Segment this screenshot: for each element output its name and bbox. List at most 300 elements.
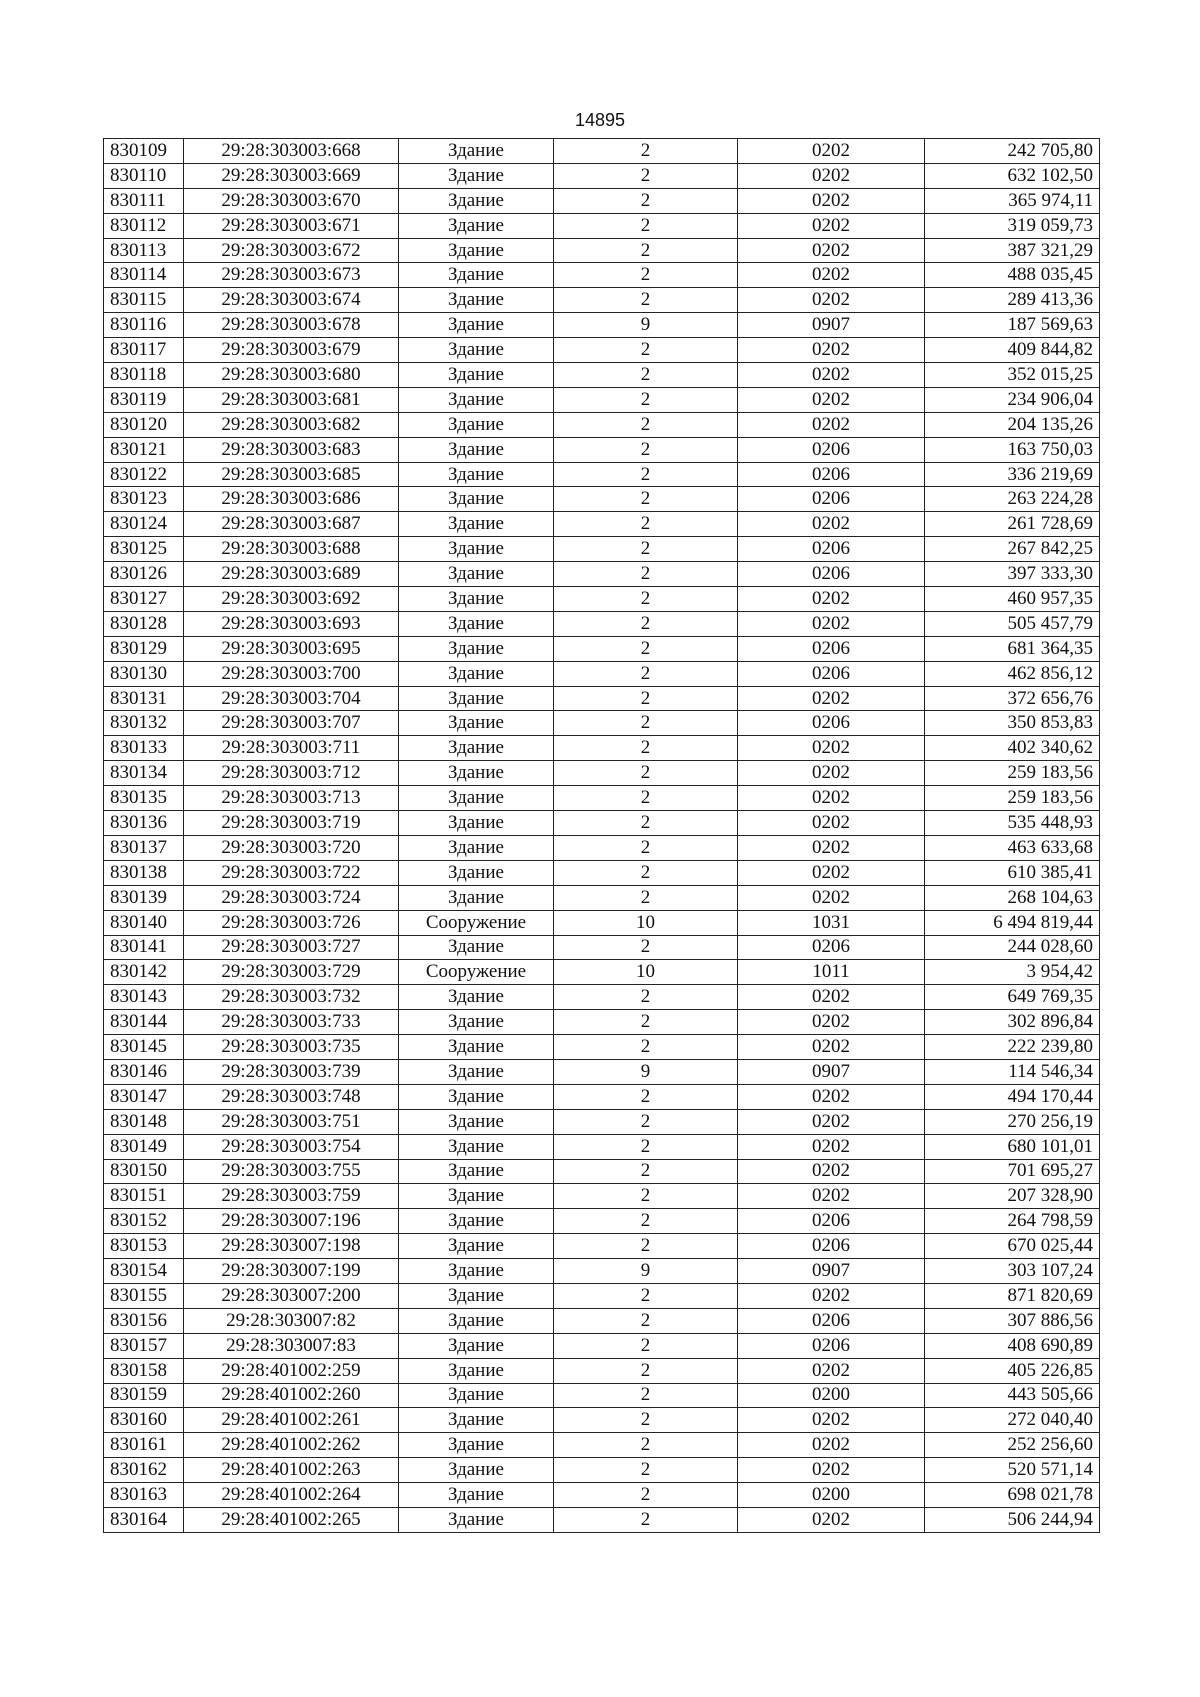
table-row: [104, 1234, 1100, 1259]
object-type-cell: Здание: [399, 1358, 554, 1383]
table-row: [104, 1408, 1100, 1433]
row-number-cell: 830151: [104, 1184, 184, 1209]
table-row: [104, 1283, 1100, 1308]
table-row: [104, 1433, 1100, 1458]
code-cell: 0907: [738, 1259, 925, 1284]
cadastral-number-cell: 29:28:303003:695: [184, 636, 399, 661]
row-number-cell: 830124: [104, 512, 184, 537]
object-type-cell: Здание: [399, 188, 554, 213]
code-cell: 0202: [738, 860, 925, 885]
group-cell: 2: [554, 238, 738, 263]
table-row: [104, 636, 1100, 661]
row-number-cell: 830111: [104, 188, 184, 213]
cadastral-number-cell: 29:28:303003:679: [184, 338, 399, 363]
cadastral-number-cell: 29:28:303003:733: [184, 1010, 399, 1035]
group-cell: 2: [554, 835, 738, 860]
row-number-cell: 830135: [104, 786, 184, 811]
row-number-cell: 830122: [104, 462, 184, 487]
object-type-cell: Здание: [399, 562, 554, 587]
cadastral-number-cell: 29:28:401002:264: [184, 1483, 399, 1508]
cadastral-number-cell: 29:28:303003:671: [184, 213, 399, 238]
row-number-cell: 830130: [104, 661, 184, 686]
cadastral-value-cell: 3 954,42: [925, 960, 1100, 985]
cadastral-number-cell: 29:28:303003:674: [184, 288, 399, 313]
cadastral-value-cell: 462 856,12: [925, 661, 1100, 686]
group-cell: 2: [554, 537, 738, 562]
cadastral-value-cell: 268 104,63: [925, 885, 1100, 910]
cadastral-number-cell: 29:28:303003:689: [184, 562, 399, 587]
object-type-cell: Здание: [399, 1333, 554, 1358]
group-cell: 2: [554, 1134, 738, 1159]
code-cell: 0202: [738, 686, 925, 711]
object-type-cell: Здание: [399, 1184, 554, 1209]
code-cell: 0206: [738, 462, 925, 487]
object-type-cell: Здание: [399, 686, 554, 711]
cadastral-number-cell: 29:28:303003:724: [184, 885, 399, 910]
group-cell: 2: [554, 761, 738, 786]
object-type-cell: Здание: [399, 1308, 554, 1333]
cadastral-value-cell: 204 135,26: [925, 412, 1100, 437]
object-type-cell: Здание: [399, 1259, 554, 1284]
cadastral-value-cell: 505 457,79: [925, 611, 1100, 636]
code-cell: 0206: [738, 1234, 925, 1259]
table-row: [104, 437, 1100, 462]
cadastral-value-cell: 681 364,35: [925, 636, 1100, 661]
object-type-cell: Здание: [399, 238, 554, 263]
cadastral-number-cell: 29:28:303003:726: [184, 910, 399, 935]
cadastral-number-cell: 29:28:303003:687: [184, 512, 399, 537]
table-row: [104, 1010, 1100, 1035]
table-row: [104, 512, 1100, 537]
code-cell: 0202: [738, 1134, 925, 1159]
code-cell: 1031: [738, 910, 925, 935]
table-row: [104, 885, 1100, 910]
object-type-cell: Здание: [399, 811, 554, 836]
code-cell: 0907: [738, 1059, 925, 1084]
row-number-cell: 830128: [104, 611, 184, 636]
cadastral-number-cell: 29:28:303003:707: [184, 711, 399, 736]
code-cell: 0206: [738, 562, 925, 587]
object-type-cell: Сооружение: [399, 910, 554, 935]
cadastral-value-cell: 494 170,44: [925, 1084, 1100, 1109]
group-cell: 2: [554, 462, 738, 487]
cadastral-value-cell: 263 224,28: [925, 487, 1100, 512]
table-row: [104, 188, 1100, 213]
group-cell: 2: [554, 860, 738, 885]
cadastral-number-cell: 29:28:401002:259: [184, 1358, 399, 1383]
row-number-cell: 830146: [104, 1059, 184, 1084]
group-cell: 2: [554, 786, 738, 811]
group-cell: 2: [554, 512, 738, 537]
object-type-cell: Здание: [399, 1134, 554, 1159]
cadastral-value-cell: 261 728,69: [925, 512, 1100, 537]
object-type-cell: Здание: [399, 1035, 554, 1060]
table-row: [104, 860, 1100, 885]
cadastral-value-cell: 289 413,36: [925, 288, 1100, 313]
table-row: [104, 1134, 1100, 1159]
cadastral-number-cell: 29:28:303003:711: [184, 736, 399, 761]
group-cell: 9: [554, 1259, 738, 1284]
row-number-cell: 830117: [104, 338, 184, 363]
table-row: [104, 985, 1100, 1010]
table-row: [104, 1259, 1100, 1284]
row-number-cell: 830156: [104, 1308, 184, 1333]
table-row: [104, 786, 1100, 811]
table-row: [104, 313, 1100, 338]
row-number-cell: 830136: [104, 811, 184, 836]
group-cell: 2: [554, 1283, 738, 1308]
group-cell: 2: [554, 1358, 738, 1383]
cadastral-number-cell: 29:28:401002:263: [184, 1458, 399, 1483]
cadastral-number-cell: 29:28:303007:200: [184, 1283, 399, 1308]
table-body: [104, 139, 1100, 1533]
cadastral-number-cell: 29:28:303007:198: [184, 1234, 399, 1259]
table-row: [104, 1383, 1100, 1408]
code-cell: 0202: [738, 885, 925, 910]
cadastral-value-cell: 259 183,56: [925, 786, 1100, 811]
cadastral-number-cell: 29:28:303003:712: [184, 761, 399, 786]
object-type-cell: Здание: [399, 985, 554, 1010]
cadastral-number-cell: 29:28:303007:83: [184, 1333, 399, 1358]
row-number-cell: 830110: [104, 163, 184, 188]
object-type-cell: Здание: [399, 387, 554, 412]
table-row: [104, 387, 1100, 412]
code-cell: 0202: [738, 587, 925, 612]
cadastral-number-cell: 29:28:303003:680: [184, 363, 399, 388]
cadastral-value-cell: 649 769,35: [925, 985, 1100, 1010]
row-number-cell: 830113: [104, 238, 184, 263]
cadastral-value-cell: 460 957,35: [925, 587, 1100, 612]
table-row: [104, 1308, 1100, 1333]
cadastral-value-cell: 405 226,85: [925, 1358, 1100, 1383]
code-cell: 1011: [738, 960, 925, 985]
code-cell: 0202: [738, 786, 925, 811]
cadastral-number-cell: 29:28:303003:686: [184, 487, 399, 512]
object-type-cell: Здание: [399, 1383, 554, 1408]
code-cell: 0202: [738, 811, 925, 836]
table-row: [104, 1483, 1100, 1508]
table-row: [104, 1507, 1100, 1532]
code-cell: 0202: [738, 1109, 925, 1134]
code-cell: 0206: [738, 711, 925, 736]
row-number-cell: 830114: [104, 263, 184, 288]
code-cell: 0202: [738, 263, 925, 288]
row-number-cell: 830149: [104, 1134, 184, 1159]
cadastral-number-cell: 29:28:303007:82: [184, 1308, 399, 1333]
object-type-cell: Здание: [399, 661, 554, 686]
cadastral-number-cell: 29:28:303003:700: [184, 661, 399, 686]
table-row: [104, 1084, 1100, 1109]
row-number-cell: 830147: [104, 1084, 184, 1109]
group-cell: 2: [554, 1483, 738, 1508]
object-type-cell: Здание: [399, 412, 554, 437]
cadastral-value-cell: 319 059,73: [925, 213, 1100, 238]
code-cell: 0202: [738, 1010, 925, 1035]
object-type-cell: Здание: [399, 786, 554, 811]
row-number-cell: 830160: [104, 1408, 184, 1433]
group-cell: 2: [554, 562, 738, 587]
cadastral-number-cell: 29:28:303003:672: [184, 238, 399, 263]
table-row: [104, 835, 1100, 860]
table-row: [104, 213, 1100, 238]
group-cell: 2: [554, 1458, 738, 1483]
table-row: [104, 462, 1100, 487]
cadastral-value-cell: 6 494 819,44: [925, 910, 1100, 935]
cadastral-number-cell: 29:28:303003:678: [184, 313, 399, 338]
cadastral-number-cell: 29:28:303007:199: [184, 1259, 399, 1284]
row-number-cell: 830152: [104, 1209, 184, 1234]
code-cell: 0202: [738, 1458, 925, 1483]
group-cell: 2: [554, 711, 738, 736]
group-cell: 2: [554, 1333, 738, 1358]
row-number-cell: 830127: [104, 587, 184, 612]
row-number-cell: 830148: [104, 1109, 184, 1134]
group-cell: 2: [554, 188, 738, 213]
cadastral-value-cell: 259 183,56: [925, 761, 1100, 786]
page-number: 14895: [574, 110, 626, 130]
row-number-cell: 830116: [104, 313, 184, 338]
group-cell: 2: [554, 636, 738, 661]
cadastral-value-cell: 488 035,45: [925, 263, 1100, 288]
table-row: [104, 263, 1100, 288]
row-number-cell: 830119: [104, 387, 184, 412]
row-number-cell: 830133: [104, 736, 184, 761]
table-row: [104, 139, 1100, 164]
row-number-cell: 830118: [104, 363, 184, 388]
cadastral-number-cell: 29:28:303003:670: [184, 188, 399, 213]
code-cell: 0202: [738, 139, 925, 164]
cadastral-value-cell: 670 025,44: [925, 1234, 1100, 1259]
row-number-cell: 830145: [104, 1035, 184, 1060]
row-number-cell: 830115: [104, 288, 184, 313]
group-cell: 2: [554, 1507, 738, 1532]
object-type-cell: Здание: [399, 1209, 554, 1234]
group-cell: 2: [554, 1209, 738, 1234]
cadastral-number-cell: 29:28:303003:719: [184, 811, 399, 836]
object-type-cell: Здание: [399, 512, 554, 537]
cadastral-value-cell: 272 040,40: [925, 1408, 1100, 1433]
table-row: [104, 761, 1100, 786]
group-cell: 2: [554, 1159, 738, 1184]
cadastral-value-cell: 463 633,68: [925, 835, 1100, 860]
row-number-cell: 830164: [104, 1507, 184, 1532]
code-cell: 0202: [738, 238, 925, 263]
row-number-cell: 830155: [104, 1283, 184, 1308]
object-type-cell: Здание: [399, 1483, 554, 1508]
cadastral-value-cell: 372 656,76: [925, 686, 1100, 711]
group-cell: 2: [554, 1308, 738, 1333]
group-cell: 2: [554, 1084, 738, 1109]
object-type-cell: Здание: [399, 1458, 554, 1483]
cadastral-number-cell: 29:28:303003:732: [184, 985, 399, 1010]
cadastral-value-cell: 244 028,60: [925, 935, 1100, 960]
cadastral-value-cell: 242 705,80: [925, 139, 1100, 164]
object-type-cell: Здание: [399, 1084, 554, 1109]
table-row: [104, 736, 1100, 761]
object-type-cell: Здание: [399, 1159, 554, 1184]
cadastral-number-cell: 29:28:303003:688: [184, 537, 399, 562]
row-number-cell: 830139: [104, 885, 184, 910]
group-cell: 2: [554, 437, 738, 462]
cadastral-number-cell: 29:28:303003:668: [184, 139, 399, 164]
group-cell: 2: [554, 1109, 738, 1134]
table-row: [104, 288, 1100, 313]
cadastral-number-cell: 29:28:303003:720: [184, 835, 399, 860]
group-cell: 2: [554, 1010, 738, 1035]
code-cell: 0202: [738, 163, 925, 188]
group-cell: 2: [554, 1184, 738, 1209]
group-cell: 9: [554, 1059, 738, 1084]
object-type-cell: Здание: [399, 885, 554, 910]
code-cell: 0202: [738, 611, 925, 636]
code-cell: 0206: [738, 935, 925, 960]
group-cell: 2: [554, 1408, 738, 1433]
row-number-cell: 830161: [104, 1433, 184, 1458]
table-row: [104, 686, 1100, 711]
group-cell: 2: [554, 213, 738, 238]
cadastral-value-table: [103, 138, 1100, 1533]
group-cell: 10: [554, 960, 738, 985]
cadastral-number-cell: 29:28:303003:759: [184, 1184, 399, 1209]
cadastral-number-cell: 29:28:303003:669: [184, 163, 399, 188]
cadastral-number-cell: 29:28:303003:704: [184, 686, 399, 711]
cadastral-number-cell: 29:28:401002:261: [184, 1408, 399, 1433]
cadastral-number-cell: 29:28:303007:196: [184, 1209, 399, 1234]
cadastral-value-cell: 408 690,89: [925, 1333, 1100, 1358]
group-cell: 9: [554, 313, 738, 338]
object-type-cell: Здание: [399, 1408, 554, 1433]
cadastral-value-cell: 535 448,93: [925, 811, 1100, 836]
cadastral-value-cell: 397 333,30: [925, 562, 1100, 587]
cadastral-number-cell: 29:28:303003:681: [184, 387, 399, 412]
cadastral-value-cell: 871 820,69: [925, 1283, 1100, 1308]
cadastral-number-cell: 29:28:401002:260: [184, 1383, 399, 1408]
row-number-cell: 830129: [104, 636, 184, 661]
group-cell: 2: [554, 611, 738, 636]
table-row: [104, 338, 1100, 363]
row-number-cell: 830125: [104, 537, 184, 562]
table-row: [104, 238, 1100, 263]
cadastral-value-cell: 234 906,04: [925, 387, 1100, 412]
code-cell: 0206: [738, 636, 925, 661]
table-row: [104, 537, 1100, 562]
code-cell: 0200: [738, 1483, 925, 1508]
object-type-cell: Здание: [399, 835, 554, 860]
group-cell: 2: [554, 811, 738, 836]
cadastral-value-cell: 698 021,78: [925, 1483, 1100, 1508]
object-type-cell: Здание: [399, 487, 554, 512]
cadastral-number-cell: 29:28:303003:692: [184, 587, 399, 612]
code-cell: 0202: [738, 387, 925, 412]
cadastral-value-cell: 252 256,60: [925, 1433, 1100, 1458]
row-number-cell: 830121: [104, 437, 184, 462]
table-row: [104, 910, 1100, 935]
object-type-cell: Здание: [399, 338, 554, 363]
row-number-cell: 830162: [104, 1458, 184, 1483]
cadastral-value-cell: 303 107,24: [925, 1259, 1100, 1284]
object-type-cell: Здание: [399, 761, 554, 786]
group-cell: 2: [554, 661, 738, 686]
row-number-cell: 830141: [104, 935, 184, 960]
object-type-cell: Здание: [399, 860, 554, 885]
row-number-cell: 830123: [104, 487, 184, 512]
row-number-cell: 830163: [104, 1483, 184, 1508]
table-row: [104, 412, 1100, 437]
code-cell: 0202: [738, 736, 925, 761]
code-cell: 0202: [738, 1507, 925, 1532]
cadastral-value-cell: 187 569,63: [925, 313, 1100, 338]
code-cell: 0200: [738, 1383, 925, 1408]
table-row: [104, 562, 1100, 587]
code-cell: 0206: [738, 1308, 925, 1333]
table-row: [104, 1209, 1100, 1234]
table-row: [104, 363, 1100, 388]
code-cell: 0206: [738, 437, 925, 462]
table-row: [104, 1059, 1100, 1084]
cadastral-value-cell: 207 328,90: [925, 1184, 1100, 1209]
cadastral-value-cell: 267 842,25: [925, 537, 1100, 562]
row-number-cell: 830140: [104, 910, 184, 935]
code-cell: 0202: [738, 1408, 925, 1433]
cadastral-number-cell: 29:28:303003:754: [184, 1134, 399, 1159]
row-number-cell: 830112: [104, 213, 184, 238]
code-cell: 0202: [738, 512, 925, 537]
table-row: [104, 1184, 1100, 1209]
object-type-cell: Здание: [399, 313, 554, 338]
object-type-cell: Здание: [399, 213, 554, 238]
row-number-cell: 830153: [104, 1234, 184, 1259]
group-cell: 2: [554, 587, 738, 612]
cadastral-value-cell: 443 505,66: [925, 1383, 1100, 1408]
cadastral-value-cell: 264 798,59: [925, 1209, 1100, 1234]
cadastral-value-cell: 365 974,11: [925, 188, 1100, 213]
cadastral-value-cell: 680 101,01: [925, 1134, 1100, 1159]
group-cell: 2: [554, 412, 738, 437]
group-cell: 2: [554, 139, 738, 164]
table-row: [104, 487, 1100, 512]
object-type-cell: Здание: [399, 935, 554, 960]
code-cell: 0202: [738, 1084, 925, 1109]
object-type-cell: Здание: [399, 1010, 554, 1035]
row-number-cell: 830142: [104, 960, 184, 985]
cadastral-value-cell: 222 239,80: [925, 1035, 1100, 1060]
row-number-cell: 830158: [104, 1358, 184, 1383]
cadastral-value-cell: 506 244,94: [925, 1507, 1100, 1532]
code-cell: 0202: [738, 412, 925, 437]
row-number-cell: 830138: [104, 860, 184, 885]
code-cell: 0202: [738, 761, 925, 786]
code-cell: 0202: [738, 1035, 925, 1060]
cadastral-value-cell: 610 385,41: [925, 860, 1100, 885]
table-row: [104, 1333, 1100, 1358]
row-number-cell: 830143: [104, 985, 184, 1010]
cadastral-value-cell: 701 695,27: [925, 1159, 1100, 1184]
group-cell: 2: [554, 736, 738, 761]
code-cell: 0202: [738, 1358, 925, 1383]
row-number-cell: 830126: [104, 562, 184, 587]
cadastral-number-cell: 29:28:303003:713: [184, 786, 399, 811]
code-cell: 0202: [738, 1283, 925, 1308]
group-cell: 2: [554, 985, 738, 1010]
group-cell: 2: [554, 1383, 738, 1408]
cadastral-number-cell: 29:28:303003:685: [184, 462, 399, 487]
cadastral-value-cell: 302 896,84: [925, 1010, 1100, 1035]
group-cell: 2: [554, 288, 738, 313]
row-number-cell: 830132: [104, 711, 184, 736]
cadastral-value-cell: 632 102,50: [925, 163, 1100, 188]
object-type-cell: Здание: [399, 636, 554, 661]
object-type-cell: Сооружение: [399, 960, 554, 985]
